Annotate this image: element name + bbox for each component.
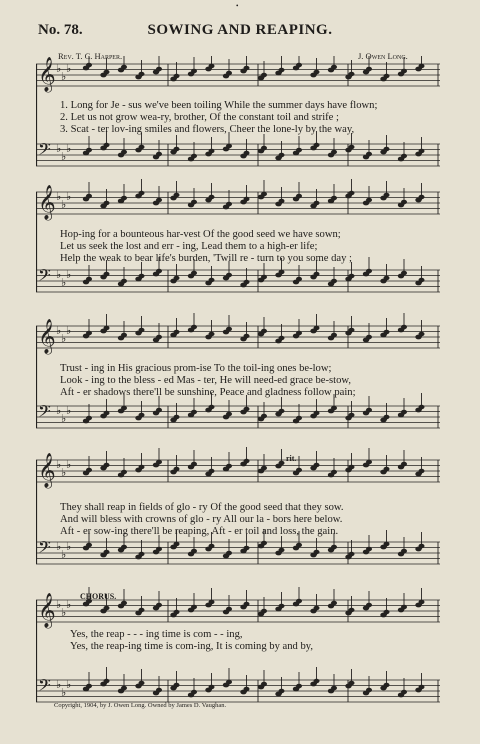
flat-icon: ♭ xyxy=(66,458,72,471)
treble-clef-icon: 𝄞 xyxy=(38,319,56,354)
composer-credit: J. Owen Long. xyxy=(358,51,408,61)
flat-icon: ♭ xyxy=(66,540,72,553)
flat-icon: ♭ xyxy=(56,142,62,155)
lyric-line: Let us seek the lost and err - ing, Lead them to a high-er life; xyxy=(60,241,318,252)
flat-icon: ♭ xyxy=(61,276,67,289)
flat-icon: ♭ xyxy=(56,404,62,417)
flat-icon: ♭ xyxy=(61,606,67,619)
flat-icon: ♭ xyxy=(61,686,67,699)
flat-icon: ♭ xyxy=(66,268,72,281)
flat-icon: ♭ xyxy=(61,466,67,479)
flat-icon: ♭ xyxy=(61,70,67,83)
lyric-line: They shall reap in fields of glo - ry Of the good seed that they sow. xyxy=(60,502,344,513)
lyric-line: Aft - er sow-ing there'll be reaping, Aft - er toil and loss, the gain. xyxy=(60,526,339,537)
flat-icon: ♭ xyxy=(56,324,62,337)
flat-icon: ♭ xyxy=(61,150,67,163)
flat-icon: ♭ xyxy=(56,190,62,203)
lyric-line: Yes, the reap - - - ing time is com - - ing, xyxy=(70,629,243,640)
treble-clef-icon: 𝄞 xyxy=(38,593,56,628)
flat-icon: ♭ xyxy=(66,62,72,75)
rit-marking: rit. xyxy=(286,454,297,463)
treble-clef-icon: 𝄞 xyxy=(38,57,56,92)
copyright-notice: Copyright, 1904, by J. Owen Long. Owned by James D. Vaughan. xyxy=(54,702,227,709)
lyric-line: Hop-ing for a bounteous har-vest Of the good seed we have sown; xyxy=(60,229,341,240)
bass-clef-icon: 𝄢 xyxy=(38,139,51,163)
author-credit: Rev. T. C. Harper. xyxy=(58,51,123,61)
lyric-line: And will bless with crowns of glo - ry All our la - bors here below. xyxy=(60,514,343,525)
treble-clef-icon: 𝄞 xyxy=(38,185,56,220)
flat-icon: ♭ xyxy=(66,598,72,611)
flat-icon: ♭ xyxy=(66,404,72,417)
chorus-marking: CHORUS. xyxy=(80,592,117,601)
hymn-title: SOWING AND REAPING. xyxy=(147,22,333,38)
hymn-number: No. 78. xyxy=(38,22,83,38)
flat-icon: ♭ xyxy=(61,332,67,345)
lyric-line: 1. Long for Je - sus we've been toiling While the summer days have flown; xyxy=(60,100,378,111)
flat-icon: ♭ xyxy=(66,190,72,203)
flat-icon: ♭ xyxy=(56,458,62,471)
flat-icon: ♭ xyxy=(56,598,62,611)
lyric-line: Trust - ing in His gracious prom-ise To the toil-ing ones be-low; xyxy=(60,363,332,374)
flat-icon: ♭ xyxy=(61,198,67,211)
flat-icon: ♭ xyxy=(66,142,72,155)
treble-clef-icon: 𝄞 xyxy=(38,453,56,488)
page-marker: • xyxy=(236,2,239,10)
lyric-line: 3. Scat - ter lov-ing smiles and flowers, Cheer the lone-ly by the way, xyxy=(60,124,355,135)
bass-clef-icon: 𝄢 xyxy=(38,265,51,289)
lyric-line: Help the weak to bear life's burden, 'Twill re - turn to you some day ; xyxy=(60,253,352,264)
lyric-line: Yes, the reap-ing time is com-ing, It is coming by and by, xyxy=(70,641,314,652)
flat-icon: ♭ xyxy=(66,678,72,691)
flat-icon: ♭ xyxy=(56,62,62,75)
flat-icon: ♭ xyxy=(61,548,67,561)
flat-icon: ♭ xyxy=(56,268,62,281)
flat-icon: ♭ xyxy=(56,678,62,691)
lyric-line: Aft - er shadows there'll be sunshine, Peace and gladness follow pain; xyxy=(60,387,356,398)
bass-clef-icon: 𝄢 xyxy=(38,401,51,425)
flat-icon: ♭ xyxy=(61,412,67,425)
flat-icon: ♭ xyxy=(56,540,62,553)
bass-clef-icon: 𝄢 xyxy=(38,675,51,699)
flat-icon: ♭ xyxy=(66,324,72,337)
lyric-line: Look - ing to the bless - ed Mas - ter, He will need-ed grace be-stow, xyxy=(60,375,352,386)
bass-clef-icon: 𝄢 xyxy=(38,537,51,561)
lyric-line: 2. Let us not grow wea-ry, brother, Of the constant toil and strife ; xyxy=(60,112,339,123)
